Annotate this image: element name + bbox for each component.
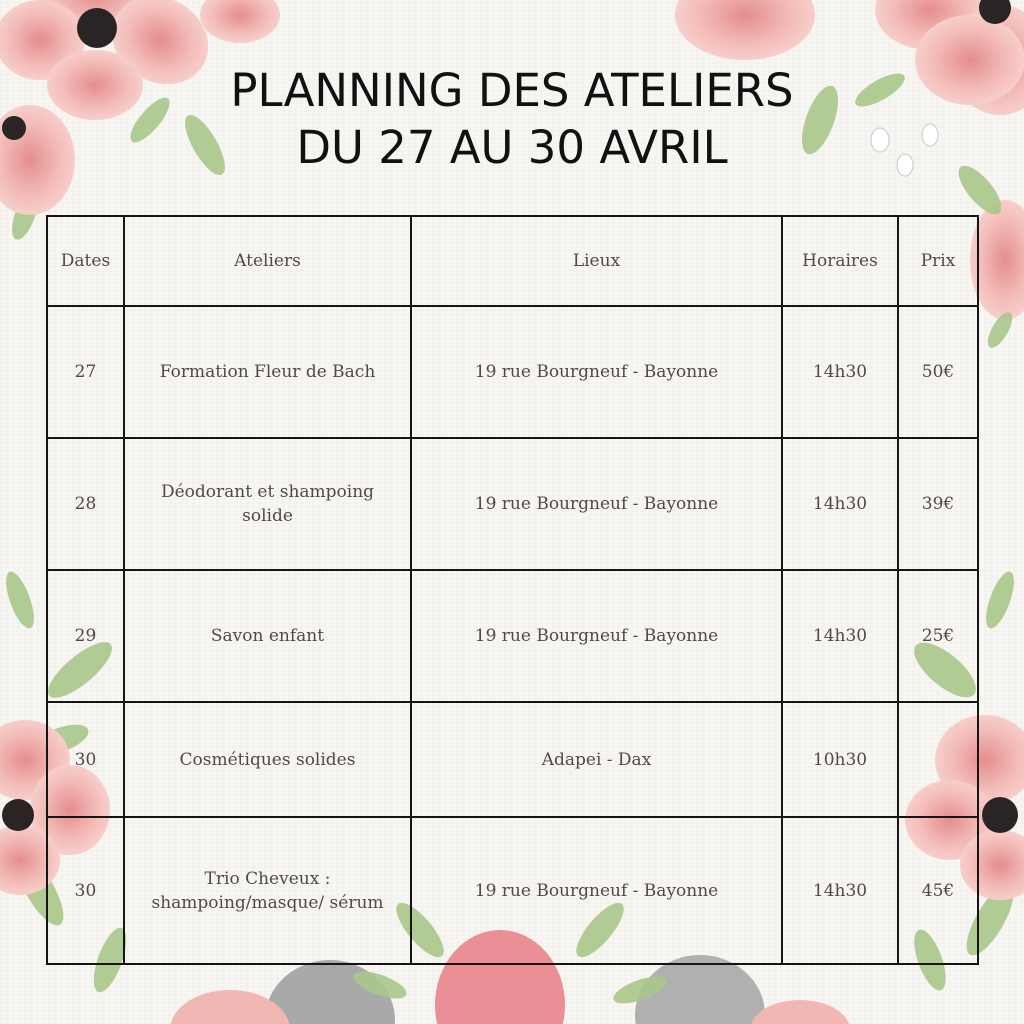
table-row bbox=[47, 702, 978, 817]
cell-atelier: Formation Fleur de Bach bbox=[124, 306, 411, 438]
cell-prix: 25€ bbox=[898, 570, 978, 702]
cell-date: 30 bbox=[47, 702, 124, 817]
title-line-1: PLANNING DES ATELIERS bbox=[230, 64, 794, 117]
table-header-row bbox=[47, 216, 978, 306]
table-row bbox=[47, 438, 978, 570]
cell-prix bbox=[898, 702, 978, 817]
page-title bbox=[0, 62, 1024, 176]
cell-atelier: Déodorant et shampoing solide bbox=[124, 438, 411, 570]
flower-center bbox=[77, 8, 117, 48]
header-dates: Dates bbox=[47, 216, 124, 306]
header-horaires: Horaires bbox=[782, 216, 898, 306]
header-ateliers: Ateliers bbox=[124, 216, 411, 306]
cell-horaire: 10h30 bbox=[782, 702, 898, 817]
cell-prix: 39€ bbox=[898, 438, 978, 570]
cell-horaire: 14h30 bbox=[782, 438, 898, 570]
table-row bbox=[47, 306, 978, 438]
cell-date: 30 bbox=[47, 817, 124, 964]
cell-lieu: 19 rue Bourgneuf - Bayonne bbox=[411, 817, 782, 964]
cell-date: 27 bbox=[47, 306, 124, 438]
header-prix: Prix bbox=[898, 216, 978, 306]
cell-lieu: 19 rue Bourgneuf - Bayonne bbox=[411, 570, 782, 702]
cell-horaire: 14h30 bbox=[782, 306, 898, 438]
cell-lieu: Adapei - Dax bbox=[411, 702, 782, 817]
cell-date: 29 bbox=[47, 570, 124, 702]
cell-lieu: 19 rue Bourgneuf - Bayonne bbox=[411, 306, 782, 438]
cell-prix: 45€ bbox=[898, 817, 978, 964]
header-lieux: Lieux bbox=[411, 216, 782, 306]
cell-atelier: Savon enfant bbox=[124, 570, 411, 702]
table-row bbox=[47, 570, 978, 702]
cell-prix: 50€ bbox=[898, 306, 978, 438]
cell-atelier: Trio Cheveux : shampoing/masque/ sérum bbox=[124, 817, 411, 964]
cell-atelier: Cosmétiques solides bbox=[124, 702, 411, 817]
cell-date: 28 bbox=[47, 438, 124, 570]
title-line-2: DU 27 AU 30 AVRIL bbox=[296, 121, 728, 174]
cell-horaire: 14h30 bbox=[782, 570, 898, 702]
planning-table bbox=[46, 215, 979, 965]
table-row bbox=[47, 817, 978, 964]
cell-lieu: 19 rue Bourgneuf - Bayonne bbox=[411, 438, 782, 570]
cell-horaire: 14h30 bbox=[782, 817, 898, 964]
